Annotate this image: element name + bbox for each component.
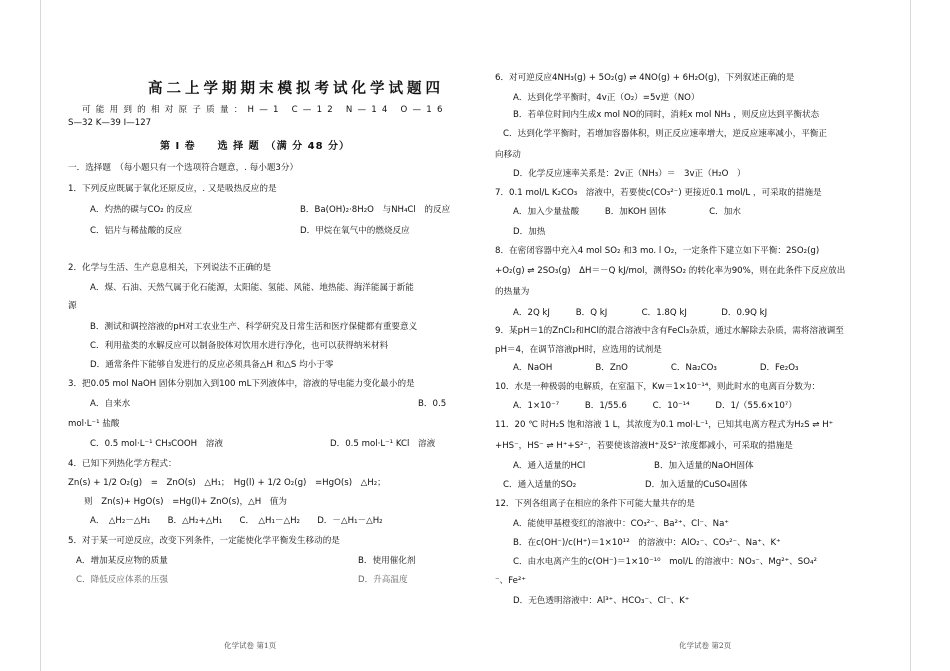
- text-line: 9．某pH＝1的ZnCl₂和HCl的混合溶液中含有FeCl₃杂质，通过水解除去杂质，需将溶液调至: [495, 326, 844, 336]
- page-footer: 化学试卷 第1页: [224, 641, 277, 650]
- text-line: 3．把0.05 mol NaOH 固体分别加入到100 mL下列液体中，溶液的导电能力变化最小的是: [68, 379, 415, 389]
- text-line: ⁻、Fe²⁺: [495, 576, 526, 586]
- text-line: 向移动: [495, 150, 521, 160]
- text-line: 源: [68, 301, 77, 311]
- text-line: D．0.5 mol·L⁻¹ KCl 溶液: [330, 439, 436, 449]
- text-line: 2．化学与生活、生产息息相关，下列说法不正确的是: [68, 263, 272, 273]
- text-line: 12．下列各组离子在相应的条件下可能大量共存的是: [495, 499, 695, 509]
- text-line: C．由水电离产生的c(OH⁻)＝1×10⁻¹⁰ mol/L 的溶液中：NO₃⁻、Mg²⁺、SO₄²: [513, 557, 817, 567]
- text-line: D．无色透明溶液中：Al³⁺、HCO₃⁻、Cl⁻、K⁺: [513, 596, 690, 606]
- text-line: C．达到化学平衡时，若增加容器体积，则正反应速率增大，逆反应速率减小，平衡正: [503, 129, 827, 139]
- text-line: A．煤、石油、天然气属于化石能源，太阳能、氢能、风能、地热能、海洋能属于新能: [90, 283, 414, 293]
- text-line: +O₂(g) ⇌ 2SO₃(g) ΔH＝－Q kJ/mol，测得SO₂ 的转化率为90%，则在此条件下反应放出: [495, 266, 846, 276]
- text-line: C．通入适量的SO₂ D．加入适量的CuSO₄固体: [503, 480, 748, 490]
- text-line: B．在c(OH⁻)/c(H⁺)＝1×10¹² 的溶液中：AlO₂⁻、CO₃²⁻、Na⁺、K⁺: [513, 538, 781, 548]
- text-line: 4．已知下列热化学方程式：: [68, 459, 177, 469]
- text-line: 7．0.1 mol/L K₂CO₃ 溶液中，若要使c(CO₃²⁻) 更接近0.1 mol/L ，可采取的措施是: [495, 188, 822, 198]
- text-line: mol·L⁻¹ 盐酸: [68, 419, 120, 429]
- text-line: D．升高温度: [358, 575, 408, 585]
- text-line: 8．在密闭容器中充入4 mol SO₂ 和3 mo. l O₂，一定条件下建立如下平衡：2SO₂(g): [495, 246, 820, 256]
- text-line: 的热量为: [495, 287, 530, 297]
- text-line: 10．水是一种极弱的电解质，在室温下，Kw＝1×10⁻¹⁴，则此时水的电离百分数为：: [495, 382, 821, 392]
- text-line: B．0.5: [418, 399, 447, 409]
- text-line: D．通常条件下能够自发进行的反应必须具备△H 和△S 均小于零: [90, 360, 334, 370]
- text-line: 5．对于某一可逆反应，改变下列条件，一定能使化学平衡发生移动的是: [68, 536, 340, 546]
- text-line: A．能使甲基橙变红的溶液中：CO₃²⁻、Ba²⁺、Cl⁻、Na⁺: [513, 519, 729, 529]
- text-line: +HS⁻，HS⁻ ⇌ H⁺+S²⁻，若要使该溶液H⁺及S²⁻浓度都减小，可采取的措施是: [495, 441, 793, 451]
- text-line: 11．20 ℃ 时H₂S 饱和溶液 1 L，其浓度为0.1 mol·L⁻¹，已知其电离方程式为H₂S ⇌ H⁺: [495, 420, 834, 430]
- text-line: B．测试和调控溶液的pH对工农业生产、科学研究及日常生活和医疗保健都有重要意义: [90, 322, 418, 332]
- text-line: 第 Ⅰ 卷 选 择 题 （满 分 48 分）: [160, 141, 351, 152]
- text-line: pH＝4，在调节溶液pH时，应选用的试剂是: [495, 345, 662, 355]
- text-line: A．1×10⁻⁷ B．1/55.6 C．10⁻¹⁴ D．1/（55.6×10⁷）: [513, 401, 797, 411]
- text-line: Zn(s) + 1/2 O₂(g) = ZnO(s) △H₁； Hg(l) + 1/2 O₂(g) =HgO(s) △H₂；: [68, 478, 386, 488]
- text-line: 高二上学期期末模拟考试化学试题四: [148, 81, 444, 97]
- text-line: A．达到化学平衡时，4v正（O₂）=5v逆（NO）: [513, 93, 700, 103]
- text-line: 一．选择题 （每小题只有一个选项符合题意，. 每小题3分）: [68, 163, 299, 173]
- text-line: B．若单位时间内生成x mol NO的同时，消耗x mol NH₃ ，则反应达到平衡状态: [513, 110, 820, 120]
- text-line: C．利用盐类的水解反应可以制备胶体对饮用水进行净化，也可以获得纳米材料: [90, 341, 389, 351]
- text-line: A．加入少量盐酸 B．加KOH 固体 C．加水: [513, 207, 741, 217]
- text-line: 1．下列反应既属于氧化还原反应，. 又是吸热反应的是: [68, 184, 277, 194]
- text-line: B．Ba(OH)₂·8H₂O 与NH₄Cl 的反应: [300, 205, 451, 215]
- exam-page-2: [475, 0, 950, 671]
- text-line: 可能用到的相对原子质量：H—1 C—12 N—14 O—16: [82, 105, 448, 115]
- text-line: C．0.5 mol·L⁻¹ CH₃COOH 溶液: [90, 439, 223, 449]
- text-line: D．甲烷在氧气中的燃烧反应: [300, 226, 410, 236]
- text-line: D．化学反应速率关系是：2v正（NH₃）＝ 3v正（H₂O ）: [513, 169, 746, 179]
- text-line: A． △H₂－△H₁ B．△H₂+△H₁ C． △H₁－△H₂ D．－△H₁－△H₂: [90, 516, 383, 526]
- text-line: D．加热: [513, 227, 546, 237]
- text-line: 则 Zn(s)+ HgO(s) =Hg(l)+ ZnO(s)，△H 值为: [84, 497, 287, 507]
- text-line: A．2Q kJ B．Q kJ C．1.8Q kJ D．0.9Q kJ: [513, 308, 768, 318]
- text-line: A．通入适量的HCl B．加入适量的NaOH固体: [513, 461, 754, 471]
- text-line: S—32 K—39 I—127: [68, 118, 152, 128]
- text-line: C．降低反应体系的压强: [76, 575, 168, 585]
- text-line: B．使用催化剂: [358, 556, 416, 566]
- text-line: A．增加某反应物的质量: [76, 556, 168, 566]
- text-line: A．自来水: [90, 399, 131, 409]
- page-footer: 化学试卷 第2页: [679, 641, 732, 650]
- text-line: 6．对可逆反应4NH₃(g) + 5O₂(g) ⇌ 4NO(g) + 6H₂O(g)，下列叙述正确的是: [495, 73, 795, 83]
- text-line: C．铝片与稀盐酸的反应: [90, 226, 182, 236]
- text-line: A．灼热的碳与CO₂ 的反应: [90, 205, 193, 215]
- text-line: A．NaOH B．ZnO C．Na₂CO₃ D．Fe₂O₃: [513, 363, 799, 373]
